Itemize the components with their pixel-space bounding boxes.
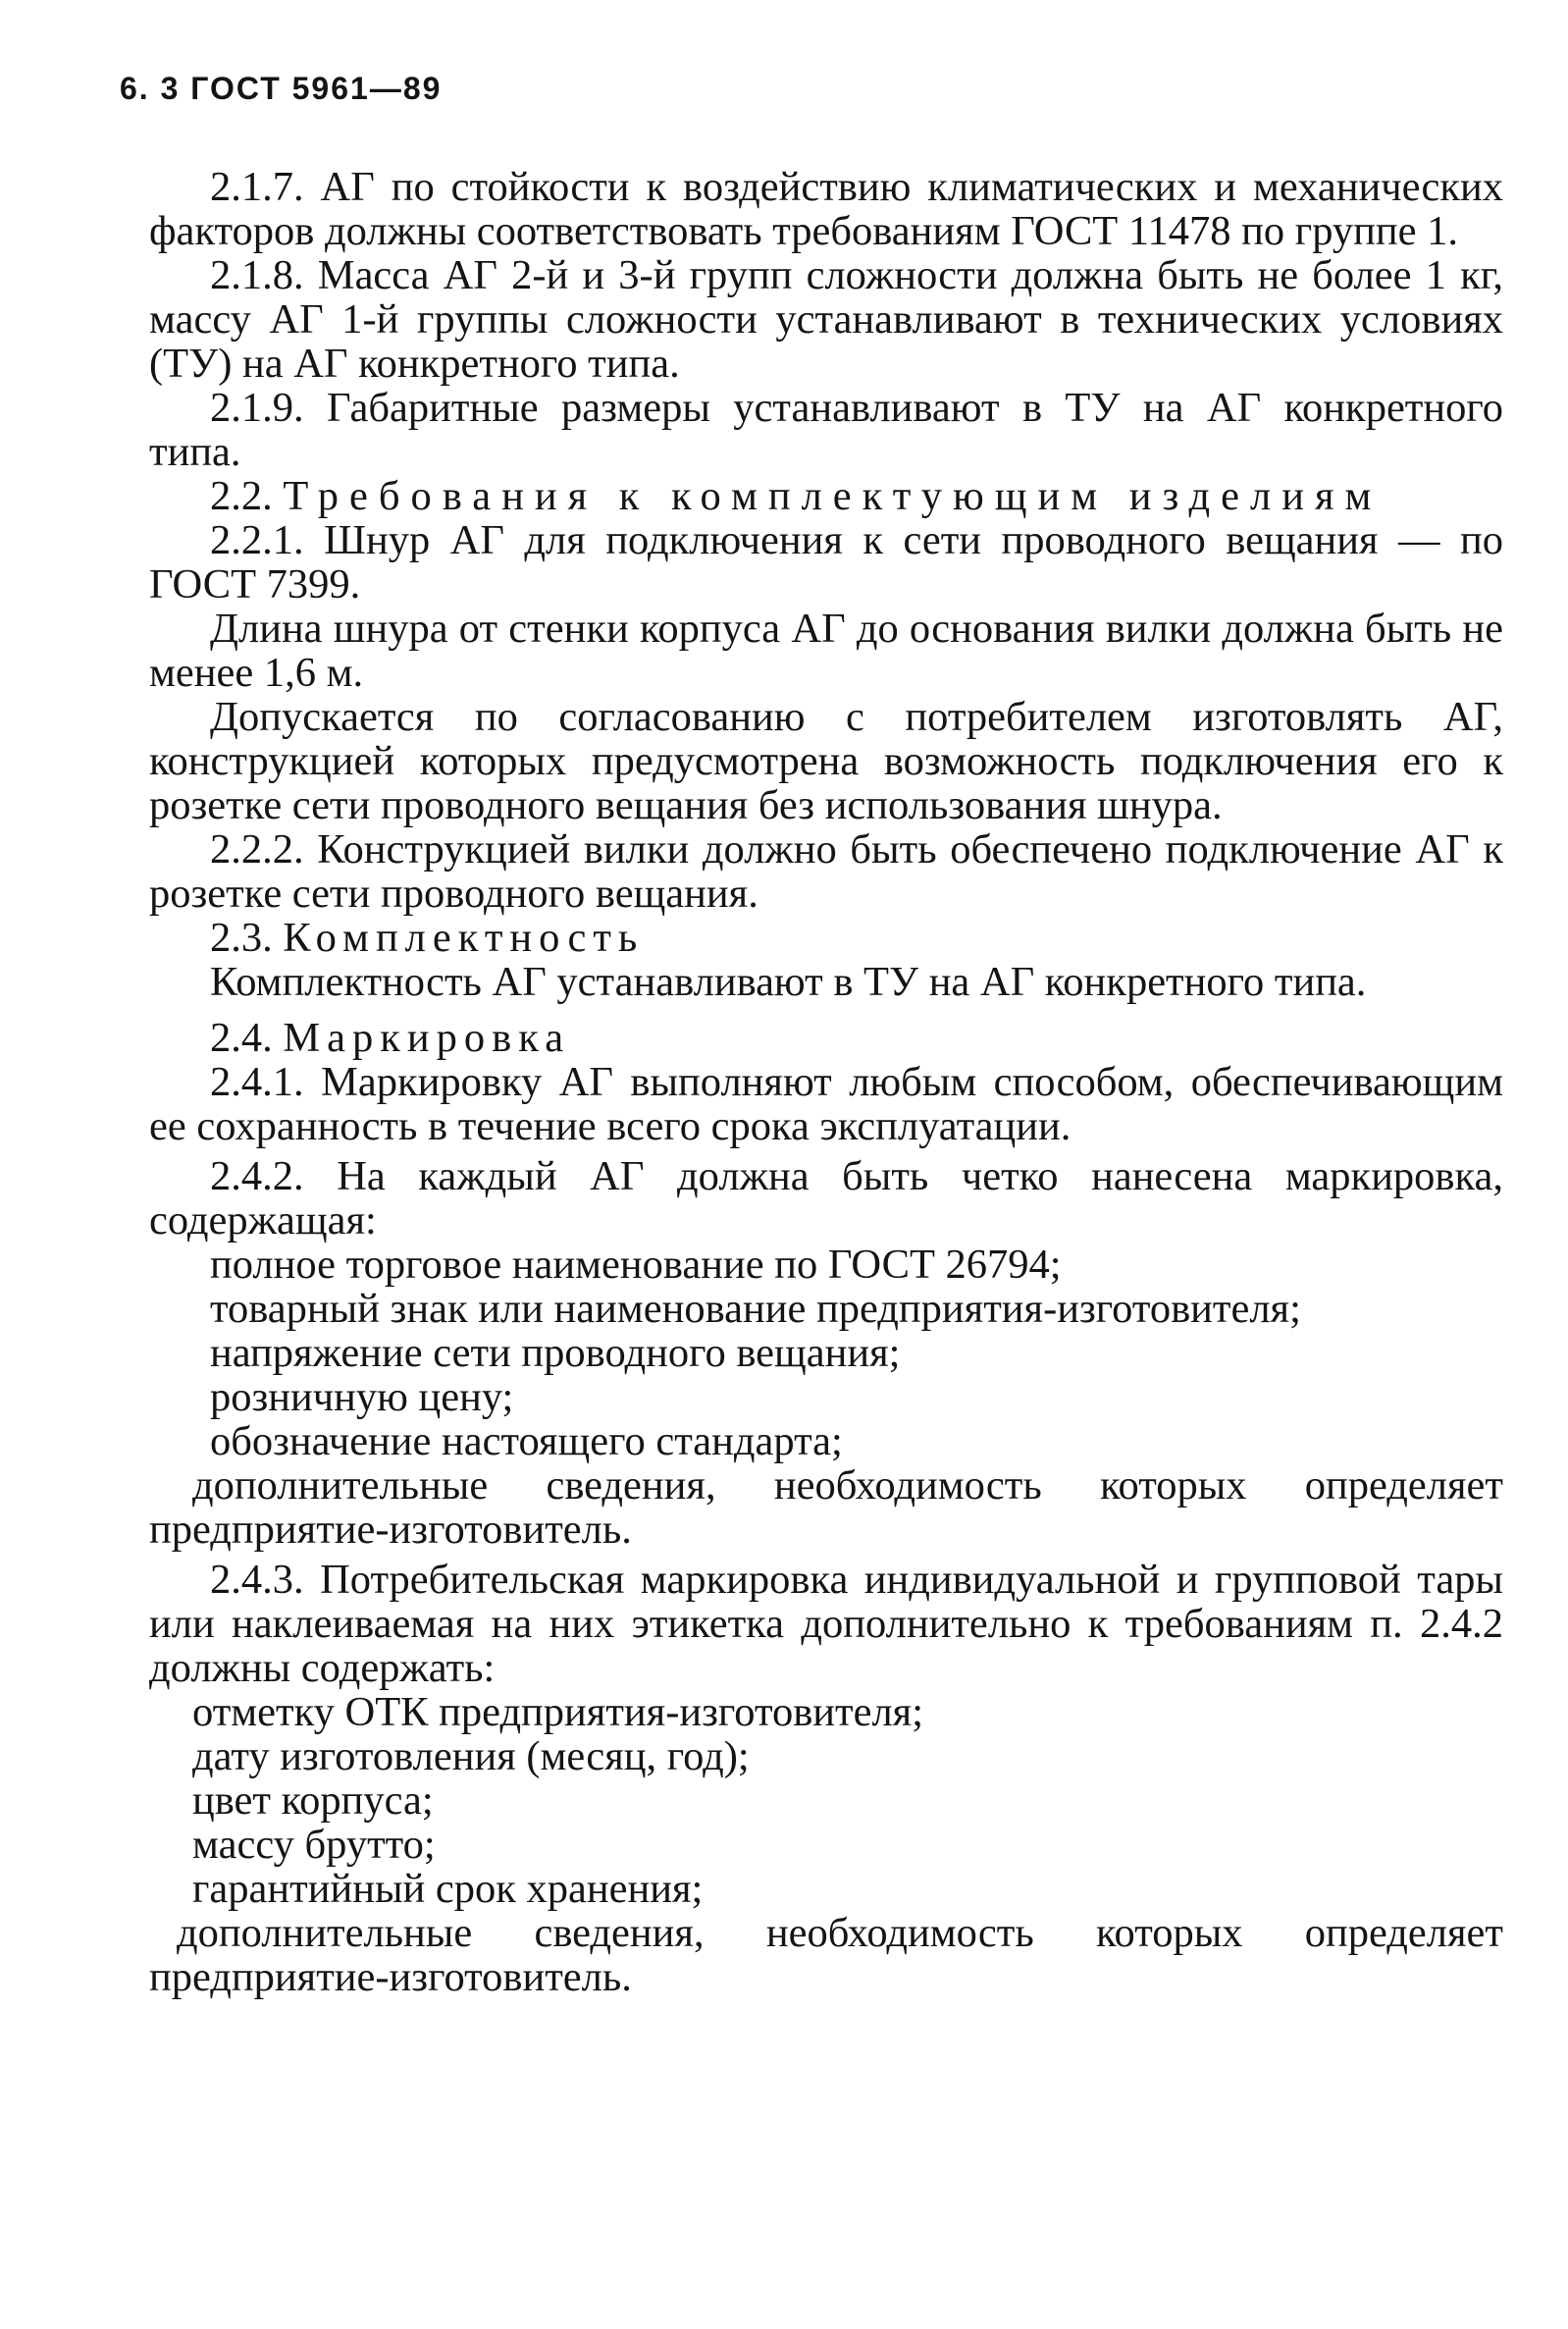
clause-2-2-2: 2.2.2. Конструкцией вилки должно быть обеспечено подключение АГ к розетке сети проводного вещания.: [149, 826, 1503, 917]
list-item: розничную цену;: [210, 1374, 514, 1420]
section-2-2-title: Требования к комплектующим изделиям: [283, 473, 1383, 519]
clause-2-1-8: 2.1.8. Масса АГ 2-й и 3-й групп сложности должна быть не более 1 кг, массу АГ 1-й группы сложности устанавливают в технических условиях (ТУ) на АГ конкретного типа.: [149, 252, 1503, 387]
section-2-3-number: 2.3.: [210, 915, 273, 961]
clause-2-1-7: 2.1.7. АГ по стойкости к воздействию климатических и механических факторов должны соответствовать требованиям ГОСТ 11478 по группе 1.: [149, 164, 1503, 254]
list-item: отметку ОТК предприятия-изготовителя;: [192, 1689, 924, 1735]
section-2-3-title: Комплектность: [283, 915, 645, 961]
list-item: дату изготовления (месяц, год);: [192, 1733, 750, 1779]
list-item: гарантийный срок хранения;: [192, 1866, 704, 1912]
list-item-tail: дополнительные сведения, необходимость которых определяет предприятие-изготовитель.: [149, 1910, 1503, 2000]
section-2-2-heading: [149, 474, 1503, 518]
document-body: [149, 165, 1503, 1999]
clause-2-4-1: 2.4.1. Маркировку АГ выполняют любым способом, обеспечивающим ее сохранность в течение всего срока эксплуатации.: [149, 1059, 1503, 1149]
clause-2-4-3: 2.4.3. Потребительская маркировка индивидуальной и групповой тары или наклеиваемая на них этикетка дополнительно к требованиям п. 2.4.2 должны содержать:: [149, 1557, 1503, 1691]
clause-2-4-2: 2.4.2. На каждый АГ должна быть четко нанесена маркировка, содержащая:: [149, 1153, 1503, 1244]
list-item: напряжение сети проводного вещания;: [210, 1330, 901, 1376]
clause-2-2-1: 2.2.1. Шнур АГ для подключения к сети проводного вещания — по ГОСТ 7399.: [149, 517, 1503, 608]
list-2-4-2: [149, 1243, 1503, 1552]
list-item: цвет корпуса;: [192, 1777, 434, 1824]
section-2-4-heading: [149, 1016, 1503, 1060]
list-item: товарный знак или наименование предприятия-изготовителя;: [210, 1286, 1301, 1332]
list-item: полное торговое наименование по ГОСТ 26794;: [210, 1242, 1062, 1288]
section-2-4-title: Маркировка: [283, 1015, 571, 1061]
list-item: обозначение настоящего стандарта;: [210, 1418, 843, 1464]
list-item-tail: дополнительные сведения, необходимость которых определяет предприятие-изготовитель.: [149, 1462, 1503, 1553]
clause-2-2-1-permission: Допускается по согласованию с потребителем изготовлять АГ, конструкцией которых предусмотрена возможность подключения его к розетке сети проводного вещания без использования шнура.: [149, 694, 1503, 828]
list-item: массу брутто;: [192, 1822, 436, 1868]
section-2-3-heading: [149, 916, 1503, 960]
clause-2-3-text: Комплектность АГ устанавливают в ТУ на АГ конкретного типа.: [210, 959, 1367, 1005]
clause-2-2-1-length: Длина шнура от стенки корпуса АГ до основания вилки должна быть не менее 1,6 м.: [149, 606, 1503, 696]
list-2-4-3: [149, 1690, 1503, 1999]
section-2-4-number: 2.4.: [210, 1015, 273, 1061]
clause-2-1-9: 2.1.9. Габаритные размеры устанавливают в ТУ на АГ конкретного типа.: [149, 385, 1503, 475]
section-2-2-number: 2.2.: [210, 473, 273, 519]
page-header: 6. 3 ГОСТ 5961—89: [120, 71, 443, 106]
